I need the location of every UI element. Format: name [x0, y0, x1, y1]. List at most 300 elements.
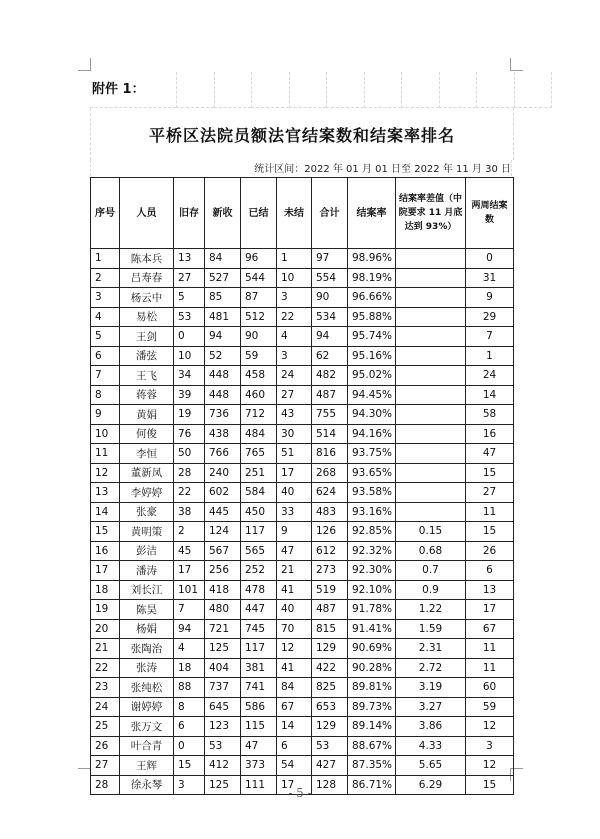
cell-closed: 586 [241, 697, 277, 717]
cell-new-cases: 481 [205, 307, 241, 327]
cell-total: 816 [312, 444, 348, 464]
cell-two-week-closed: 3 [466, 736, 514, 756]
cell-total: 487 [312, 600, 348, 620]
cell-closed: 115 [241, 717, 277, 737]
grid-cell [326, 72, 364, 108]
cell-total: 519 [312, 580, 348, 600]
cell-closed: 450 [241, 502, 277, 522]
cell-two-week-closed: 67 [466, 619, 514, 639]
cell-closed: 111 [241, 775, 277, 795]
cell-close-rate: 88.67% [348, 736, 396, 756]
cell-rate-gap [396, 502, 466, 522]
cell-person: 张涛 [120, 658, 174, 678]
grid-cell [251, 72, 289, 108]
cell-new-cases: 123 [205, 717, 241, 737]
cell-new-cases: 85 [205, 288, 241, 308]
table-row [91, 502, 514, 522]
cell-index: 28 [91, 775, 120, 795]
cell-rate-gap: 5.65 [396, 756, 466, 776]
cell-new-cases: 480 [205, 600, 241, 620]
cell-close-rate: 98.96% [348, 249, 396, 269]
cell-old-stock: 38 [174, 502, 205, 522]
cell-new-cases: 404 [205, 658, 241, 678]
cell-close-rate: 86.71% [348, 775, 396, 795]
cell-person: 张豪 [120, 502, 174, 522]
cell-old-stock: 88 [174, 678, 205, 698]
header-total: 合计 [312, 178, 348, 249]
cell-new-cases: 125 [205, 639, 241, 659]
cell-new-cases: 124 [205, 522, 241, 542]
cell-total: 62 [312, 346, 348, 366]
attachment-label: 附件 1： [90, 72, 176, 108]
cell-index: 3 [91, 288, 120, 308]
cell-two-week-closed: 1 [466, 346, 514, 366]
cell-closed: 484 [241, 424, 277, 444]
cell-open: 41 [277, 580, 312, 600]
cell-close-rate: 91.78% [348, 600, 396, 620]
title-box [90, 108, 514, 160]
cell-index: 9 [91, 405, 120, 425]
table-row [91, 756, 514, 776]
cell-open: 54 [277, 756, 312, 776]
cell-close-rate: 93.58% [348, 483, 396, 503]
cell-closed: 765 [241, 444, 277, 464]
cell-closed: 252 [241, 561, 277, 581]
cell-new-cases: 125 [205, 775, 241, 795]
table-row [91, 483, 514, 503]
cell-total: 129 [312, 717, 348, 737]
cell-total: 126 [312, 522, 348, 542]
cell-person: 潘涛 [120, 561, 174, 581]
cell-new-cases: 240 [205, 463, 241, 483]
cell-person: 王辉 [120, 756, 174, 776]
cell-rate-gap: 3.19 [396, 678, 466, 698]
cell-closed: 544 [241, 268, 277, 288]
cell-person: 王飞 [120, 366, 174, 386]
cell-closed: 251 [241, 463, 277, 483]
cell-total: 422 [312, 658, 348, 678]
cell-two-week-closed: 12 [466, 756, 514, 776]
cell-rate-gap: 2.31 [396, 639, 466, 659]
cell-index: 10 [91, 424, 120, 444]
cell-old-stock: 101 [174, 580, 205, 600]
table-row [91, 678, 514, 698]
cell-rate-gap: 0.15 [396, 522, 466, 542]
cell-closed: 565 [241, 541, 277, 561]
cell-new-cases: 721 [205, 619, 241, 639]
cell-index: 14 [91, 502, 120, 522]
cell-new-cases: 438 [205, 424, 241, 444]
cell-person: 张万文 [120, 717, 174, 737]
table-row [91, 561, 514, 581]
cell-old-stock: 22 [174, 483, 205, 503]
cell-new-cases: 766 [205, 444, 241, 464]
cell-new-cases: 256 [205, 561, 241, 581]
table-row [91, 405, 514, 425]
cell-new-cases: 52 [205, 346, 241, 366]
cell-new-cases: 445 [205, 502, 241, 522]
table-row [91, 619, 514, 639]
cell-open: 12 [277, 639, 312, 659]
cell-old-stock: 5 [174, 288, 205, 308]
cell-index: 21 [91, 639, 120, 659]
cell-index: 16 [91, 541, 120, 561]
cell-new-cases: 527 [205, 268, 241, 288]
cell-person: 徐永琴 [120, 775, 174, 795]
cell-index: 8 [91, 385, 120, 405]
cell-old-stock: 39 [174, 385, 205, 405]
cell-new-cases: 53 [205, 736, 241, 756]
cell-open: 33 [277, 502, 312, 522]
cell-rate-gap [396, 424, 466, 444]
cell-close-rate: 94.45% [348, 385, 396, 405]
cell-rate-gap [396, 483, 466, 503]
cell-new-cases: 94 [205, 327, 241, 347]
cell-two-week-closed: 31 [466, 268, 514, 288]
cell-close-rate: 90.28% [348, 658, 396, 678]
cell-person: 刘长江 [120, 580, 174, 600]
cell-open: 27 [277, 385, 312, 405]
cell-new-cases: 602 [205, 483, 241, 503]
cell-old-stock: 15 [174, 756, 205, 776]
cell-old-stock: 50 [174, 444, 205, 464]
cell-two-week-closed: 9 [466, 288, 514, 308]
cell-total: 825 [312, 678, 348, 698]
cell-open: 51 [277, 444, 312, 464]
cell-person: 黄明策 [120, 522, 174, 542]
cell-person: 黄娟 [120, 405, 174, 425]
table-row [91, 522, 514, 542]
table-row [91, 580, 514, 600]
cell-old-stock: 28 [174, 463, 205, 483]
cell-old-stock: 3 [174, 775, 205, 795]
cell-two-week-closed: 60 [466, 678, 514, 698]
cell-person: 张纯松 [120, 678, 174, 698]
cell-close-rate: 95.88% [348, 307, 396, 327]
cell-close-rate: 89.73% [348, 697, 396, 717]
cell-open: 10 [277, 268, 312, 288]
grid-cell [176, 72, 214, 108]
table-header-row [91, 178, 514, 249]
cell-two-week-closed: 59 [466, 697, 514, 717]
cell-total: 815 [312, 619, 348, 639]
crop-mark-top-right [510, 58, 523, 71]
cell-index: 11 [91, 444, 120, 464]
cell-total: 624 [312, 483, 348, 503]
cell-rate-gap [396, 327, 466, 347]
attachment-header-row [90, 72, 552, 108]
table-row [91, 268, 514, 288]
table-body [91, 249, 514, 795]
cell-new-cases: 84 [205, 249, 241, 269]
cell-close-rate: 93.75% [348, 444, 396, 464]
table-row [91, 424, 514, 444]
cell-person: 张陶治 [120, 639, 174, 659]
cell-closed: 512 [241, 307, 277, 327]
cell-index: 2 [91, 268, 120, 288]
cell-person: 蒋蓉 [120, 385, 174, 405]
cell-rate-gap [396, 463, 466, 483]
cell-rate-gap [396, 366, 466, 386]
cell-open: 70 [277, 619, 312, 639]
cell-closed: 741 [241, 678, 277, 698]
cell-rate-gap: 2.72 [396, 658, 466, 678]
cell-close-rate: 95.02% [348, 366, 396, 386]
document-title: 平桥区法院员额法官结案数和结案率排名 [148, 125, 455, 145]
cell-two-week-closed: 15 [466, 522, 514, 542]
cell-total: 612 [312, 541, 348, 561]
cell-close-rate: 92.85% [348, 522, 396, 542]
ranking-table [90, 177, 514, 795]
cell-two-week-closed: 17 [466, 600, 514, 620]
table-row [91, 249, 514, 269]
cell-two-week-closed: 16 [466, 424, 514, 444]
cell-total: 128 [312, 775, 348, 795]
cell-rate-gap [396, 288, 466, 308]
cell-total: 514 [312, 424, 348, 444]
table-row [91, 639, 514, 659]
table-row [91, 385, 514, 405]
cell-total: 268 [312, 463, 348, 483]
header-rate-gap: 结案率差值（中院要求 11 月底达到 93%） [396, 178, 466, 249]
cell-new-cases: 736 [205, 405, 241, 425]
cell-old-stock: 10 [174, 346, 205, 366]
cell-new-cases: 412 [205, 756, 241, 776]
cell-two-week-closed: 11 [466, 502, 514, 522]
cell-rate-gap: 0.7 [396, 561, 466, 581]
cell-person: 潘弦 [120, 346, 174, 366]
table-row [91, 346, 514, 366]
header-person: 人员 [120, 178, 174, 249]
cell-rate-gap [396, 307, 466, 327]
cell-new-cases: 448 [205, 366, 241, 386]
cell-person: 谢婷婷 [120, 697, 174, 717]
cell-closed: 117 [241, 522, 277, 542]
cell-index: 26 [91, 736, 120, 756]
cell-open: 30 [277, 424, 312, 444]
grid-cell [439, 72, 477, 108]
cell-old-stock: 8 [174, 697, 205, 717]
page-number: - 5 - [288, 786, 312, 800]
cell-old-stock: 6 [174, 717, 205, 737]
cell-total: 90 [312, 288, 348, 308]
table-row [91, 444, 514, 464]
cell-person: 叶合青 [120, 736, 174, 756]
cell-two-week-closed: 7 [466, 327, 514, 347]
cell-person: 彭洁 [120, 541, 174, 561]
cell-index: 24 [91, 697, 120, 717]
cell-closed: 90 [241, 327, 277, 347]
cell-old-stock: 34 [174, 366, 205, 386]
table-row [91, 463, 514, 483]
cell-person: 吕寿春 [120, 268, 174, 288]
cell-index: 18 [91, 580, 120, 600]
cell-open: 21 [277, 561, 312, 581]
grid-cell [214, 72, 252, 108]
cell-two-week-closed: 13 [466, 580, 514, 600]
cell-closed: 584 [241, 483, 277, 503]
cell-closed: 87 [241, 288, 277, 308]
cell-close-rate: 87.35% [348, 756, 396, 776]
cell-old-stock: 45 [174, 541, 205, 561]
cell-person: 王剑 [120, 327, 174, 347]
cell-index: 22 [91, 658, 120, 678]
cell-two-week-closed: 14 [466, 385, 514, 405]
cell-open: 6 [277, 736, 312, 756]
cell-rate-gap: 0.9 [396, 580, 466, 600]
grid-cell [364, 72, 402, 108]
cell-total: 483 [312, 502, 348, 522]
grid-cell [289, 72, 327, 108]
cell-index: 6 [91, 346, 120, 366]
cell-close-rate: 96.66% [348, 288, 396, 308]
cell-rate-gap [396, 346, 466, 366]
cell-closed: 460 [241, 385, 277, 405]
cell-old-stock: 53 [174, 307, 205, 327]
cell-new-cases: 418 [205, 580, 241, 600]
cell-total: 482 [312, 366, 348, 386]
cell-open: 41 [277, 658, 312, 678]
cell-index: 4 [91, 307, 120, 327]
cell-total: 755 [312, 405, 348, 425]
cell-new-cases: 645 [205, 697, 241, 717]
table-row [91, 600, 514, 620]
cell-rate-gap [396, 405, 466, 425]
cell-close-rate: 90.69% [348, 639, 396, 659]
cell-old-stock: 0 [174, 736, 205, 756]
cell-two-week-closed: 0 [466, 249, 514, 269]
cell-rate-gap [396, 385, 466, 405]
cell-old-stock: 76 [174, 424, 205, 444]
table-row [91, 327, 514, 347]
cell-open: 4 [277, 327, 312, 347]
cell-open: 17 [277, 463, 312, 483]
cell-two-week-closed: 24 [466, 366, 514, 386]
table-row [91, 541, 514, 561]
cell-close-rate: 91.41% [348, 619, 396, 639]
header-close-rate: 结案率 [348, 178, 396, 249]
cell-rate-gap [396, 444, 466, 464]
cell-total: 534 [312, 307, 348, 327]
cell-closed: 381 [241, 658, 277, 678]
cell-close-rate: 94.30% [348, 405, 396, 425]
cell-close-rate: 94.16% [348, 424, 396, 444]
cell-close-rate: 95.74% [348, 327, 396, 347]
cell-open: 24 [277, 366, 312, 386]
cell-total: 129 [312, 639, 348, 659]
cell-person: 杨云中 [120, 288, 174, 308]
cell-rate-gap [396, 249, 466, 269]
cell-rate-gap: 1.22 [396, 600, 466, 620]
cell-person: 陈昊 [120, 600, 174, 620]
cell-total: 487 [312, 385, 348, 405]
table-row [91, 366, 514, 386]
header-open: 未结 [277, 178, 312, 249]
cell-close-rate: 93.65% [348, 463, 396, 483]
cell-index: 12 [91, 463, 120, 483]
cell-total: 97 [312, 249, 348, 269]
cell-close-rate: 92.32% [348, 541, 396, 561]
cell-open: 43 [277, 405, 312, 425]
cell-index: 17 [91, 561, 120, 581]
cell-index: 15 [91, 522, 120, 542]
cell-total: 273 [312, 561, 348, 581]
cell-index: 5 [91, 327, 120, 347]
table-row [91, 658, 514, 678]
cell-closed: 712 [241, 405, 277, 425]
table-row [91, 717, 514, 737]
stat-range: 统计区间：2022 年 01 月 01 日至 2022 年 11 月 30 日 [90, 160, 512, 176]
cell-two-week-closed: 15 [466, 775, 514, 795]
table-row [91, 307, 514, 327]
grid-cell [401, 72, 439, 108]
cell-open: 40 [277, 600, 312, 620]
cell-old-stock: 7 [174, 600, 205, 620]
cell-person: 杨娟 [120, 619, 174, 639]
cell-close-rate: 89.81% [348, 678, 396, 698]
cell-open: 3 [277, 288, 312, 308]
cell-open: 17 [277, 775, 312, 795]
cell-old-stock: 94 [174, 619, 205, 639]
cell-person: 陈本兵 [120, 249, 174, 269]
cell-rate-gap: 4.33 [396, 736, 466, 756]
cell-rate-gap: 0.68 [396, 541, 466, 561]
cell-two-week-closed: 27 [466, 483, 514, 503]
header-two-week-closed: 两周结案数 [466, 178, 514, 249]
cell-old-stock: 27 [174, 268, 205, 288]
cell-closed: 745 [241, 619, 277, 639]
grid-cell [514, 72, 553, 108]
cell-person: 李恒 [120, 444, 174, 464]
cell-index: 27 [91, 756, 120, 776]
cell-open: 22 [277, 307, 312, 327]
cell-person: 董新凤 [120, 463, 174, 483]
cell-index: 19 [91, 600, 120, 620]
header-new-cases: 新收 [205, 178, 241, 249]
cell-open: 1 [277, 249, 312, 269]
cell-two-week-closed: 12 [466, 717, 514, 737]
cell-open: 9 [277, 522, 312, 542]
header-old-stock: 旧存 [174, 178, 205, 249]
cell-open: 14 [277, 717, 312, 737]
cell-two-week-closed: 58 [466, 405, 514, 425]
cell-two-week-closed: 11 [466, 639, 514, 659]
cell-old-stock: 4 [174, 639, 205, 659]
cell-open: 40 [277, 483, 312, 503]
cell-closed: 96 [241, 249, 277, 269]
cell-new-cases: 567 [205, 541, 241, 561]
cell-rate-gap: 6.29 [396, 775, 466, 795]
cell-person: 易松 [120, 307, 174, 327]
cell-old-stock: 2 [174, 522, 205, 542]
cell-close-rate: 89.14% [348, 717, 396, 737]
cell-closed: 47 [241, 736, 277, 756]
cell-two-week-closed: 26 [466, 541, 514, 561]
cell-index: 20 [91, 619, 120, 639]
cell-new-cases: 448 [205, 385, 241, 405]
cell-rate-gap: 3.27 [396, 697, 466, 717]
cell-open: 3 [277, 346, 312, 366]
cell-closed: 447 [241, 600, 277, 620]
cell-closed: 59 [241, 346, 277, 366]
cell-old-stock: 17 [174, 561, 205, 581]
cell-total: 94 [312, 327, 348, 347]
cell-index: 25 [91, 717, 120, 737]
cell-closed: 458 [241, 366, 277, 386]
cell-rate-gap [396, 268, 466, 288]
grid-cell [476, 72, 514, 108]
cell-closed: 373 [241, 756, 277, 776]
